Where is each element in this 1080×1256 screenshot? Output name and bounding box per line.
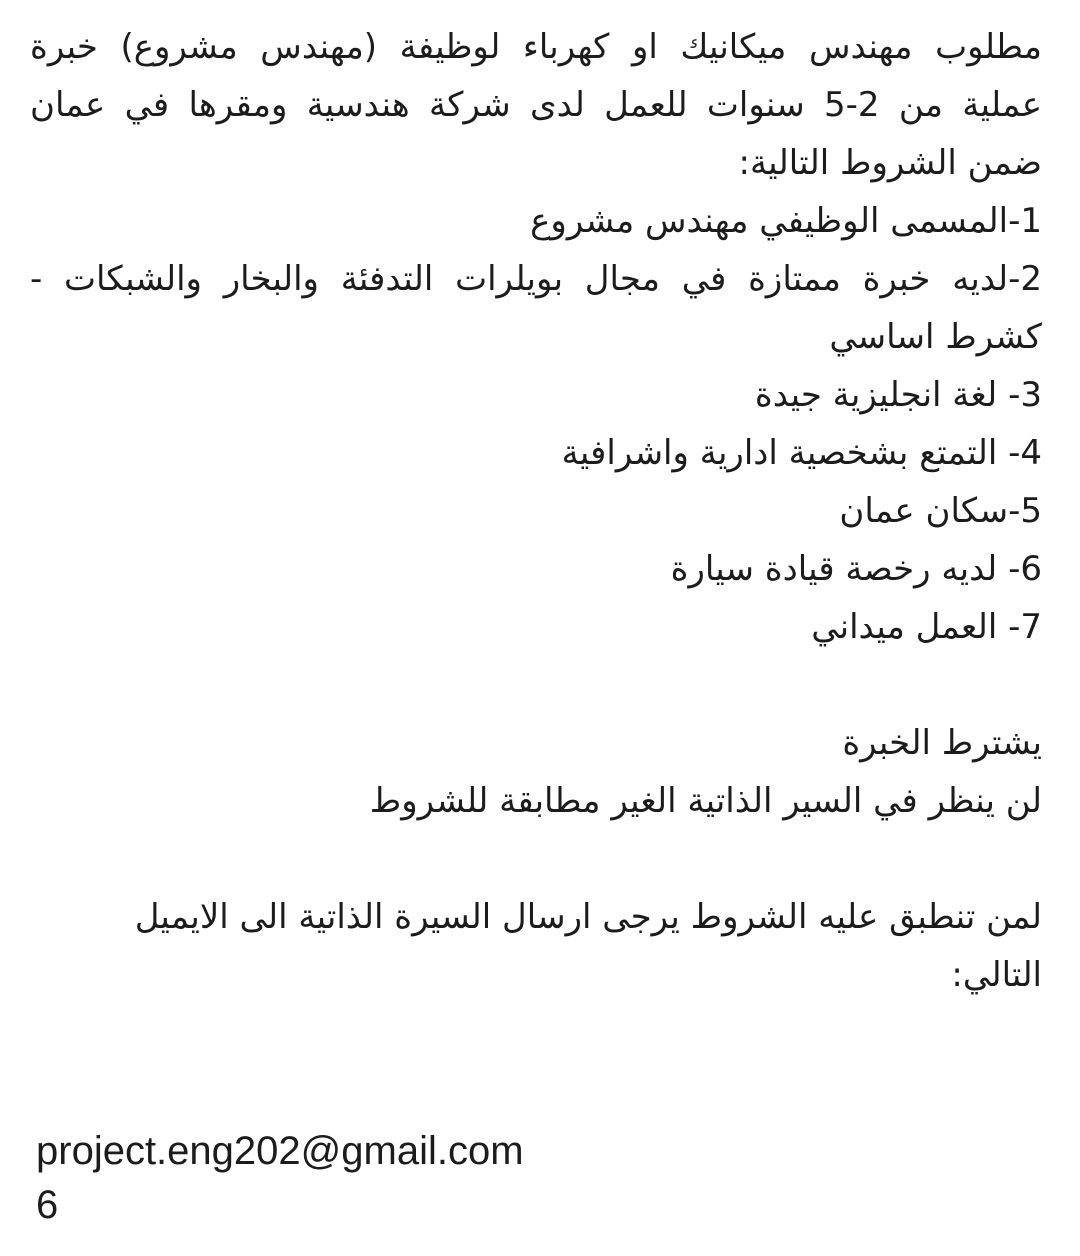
intro-line: ضمن الشروط التالية: [738, 143, 1042, 183]
note-line: يشترط الخبرة [842, 723, 1042, 763]
email-link[interactable]: project.eng202@gmail.com [36, 1129, 524, 1173]
intro-line: مطلوب مهندس ميكانيك او كهرباء لوظيفة (مهندس مشروع) خبرة [30, 27, 1042, 67]
intro-line: عملية من 2-5 سنوات للعمل لدى شركة هندسية ومقرها في عمان [30, 85, 1042, 125]
condition-item: 6- لديه رخصة قيادة سيارة [670, 549, 1042, 589]
contact-block [30, 1124, 524, 1232]
spacer [30, 656, 1042, 714]
condition-item: 7- العمل ميداني [811, 607, 1042, 647]
job-post [30, 18, 1042, 1004]
condition-item: 5-سكان عمان [839, 491, 1042, 531]
condition-item: 4- التمتع بشخصية ادارية واشرافية [561, 433, 1042, 473]
spacer [30, 830, 1042, 888]
apply-line: لمن تنطبق عليه الشروط يرجى ارسال السيرة الذاتية الى الايميل [134, 897, 1042, 937]
condition-item: كشرط اساسي [829, 317, 1042, 357]
condition-item: 2-لديه خبرة ممتازة في مجال بويلرات التدفئة والبخار والشبكات - [30, 259, 1042, 299]
note-line: لن ينظر في السير الذاتية الغير مطابقة للشروط [369, 781, 1042, 821]
condition-item: 1-المسمى الوظيفي مهندس مشروع [530, 201, 1042, 241]
footer-number: 6 [36, 1183, 59, 1227]
condition-item: 3- لغة انجليزية جيدة [754, 375, 1042, 415]
apply-line: التالي: [951, 955, 1042, 995]
conditions-list [30, 192, 1042, 656]
